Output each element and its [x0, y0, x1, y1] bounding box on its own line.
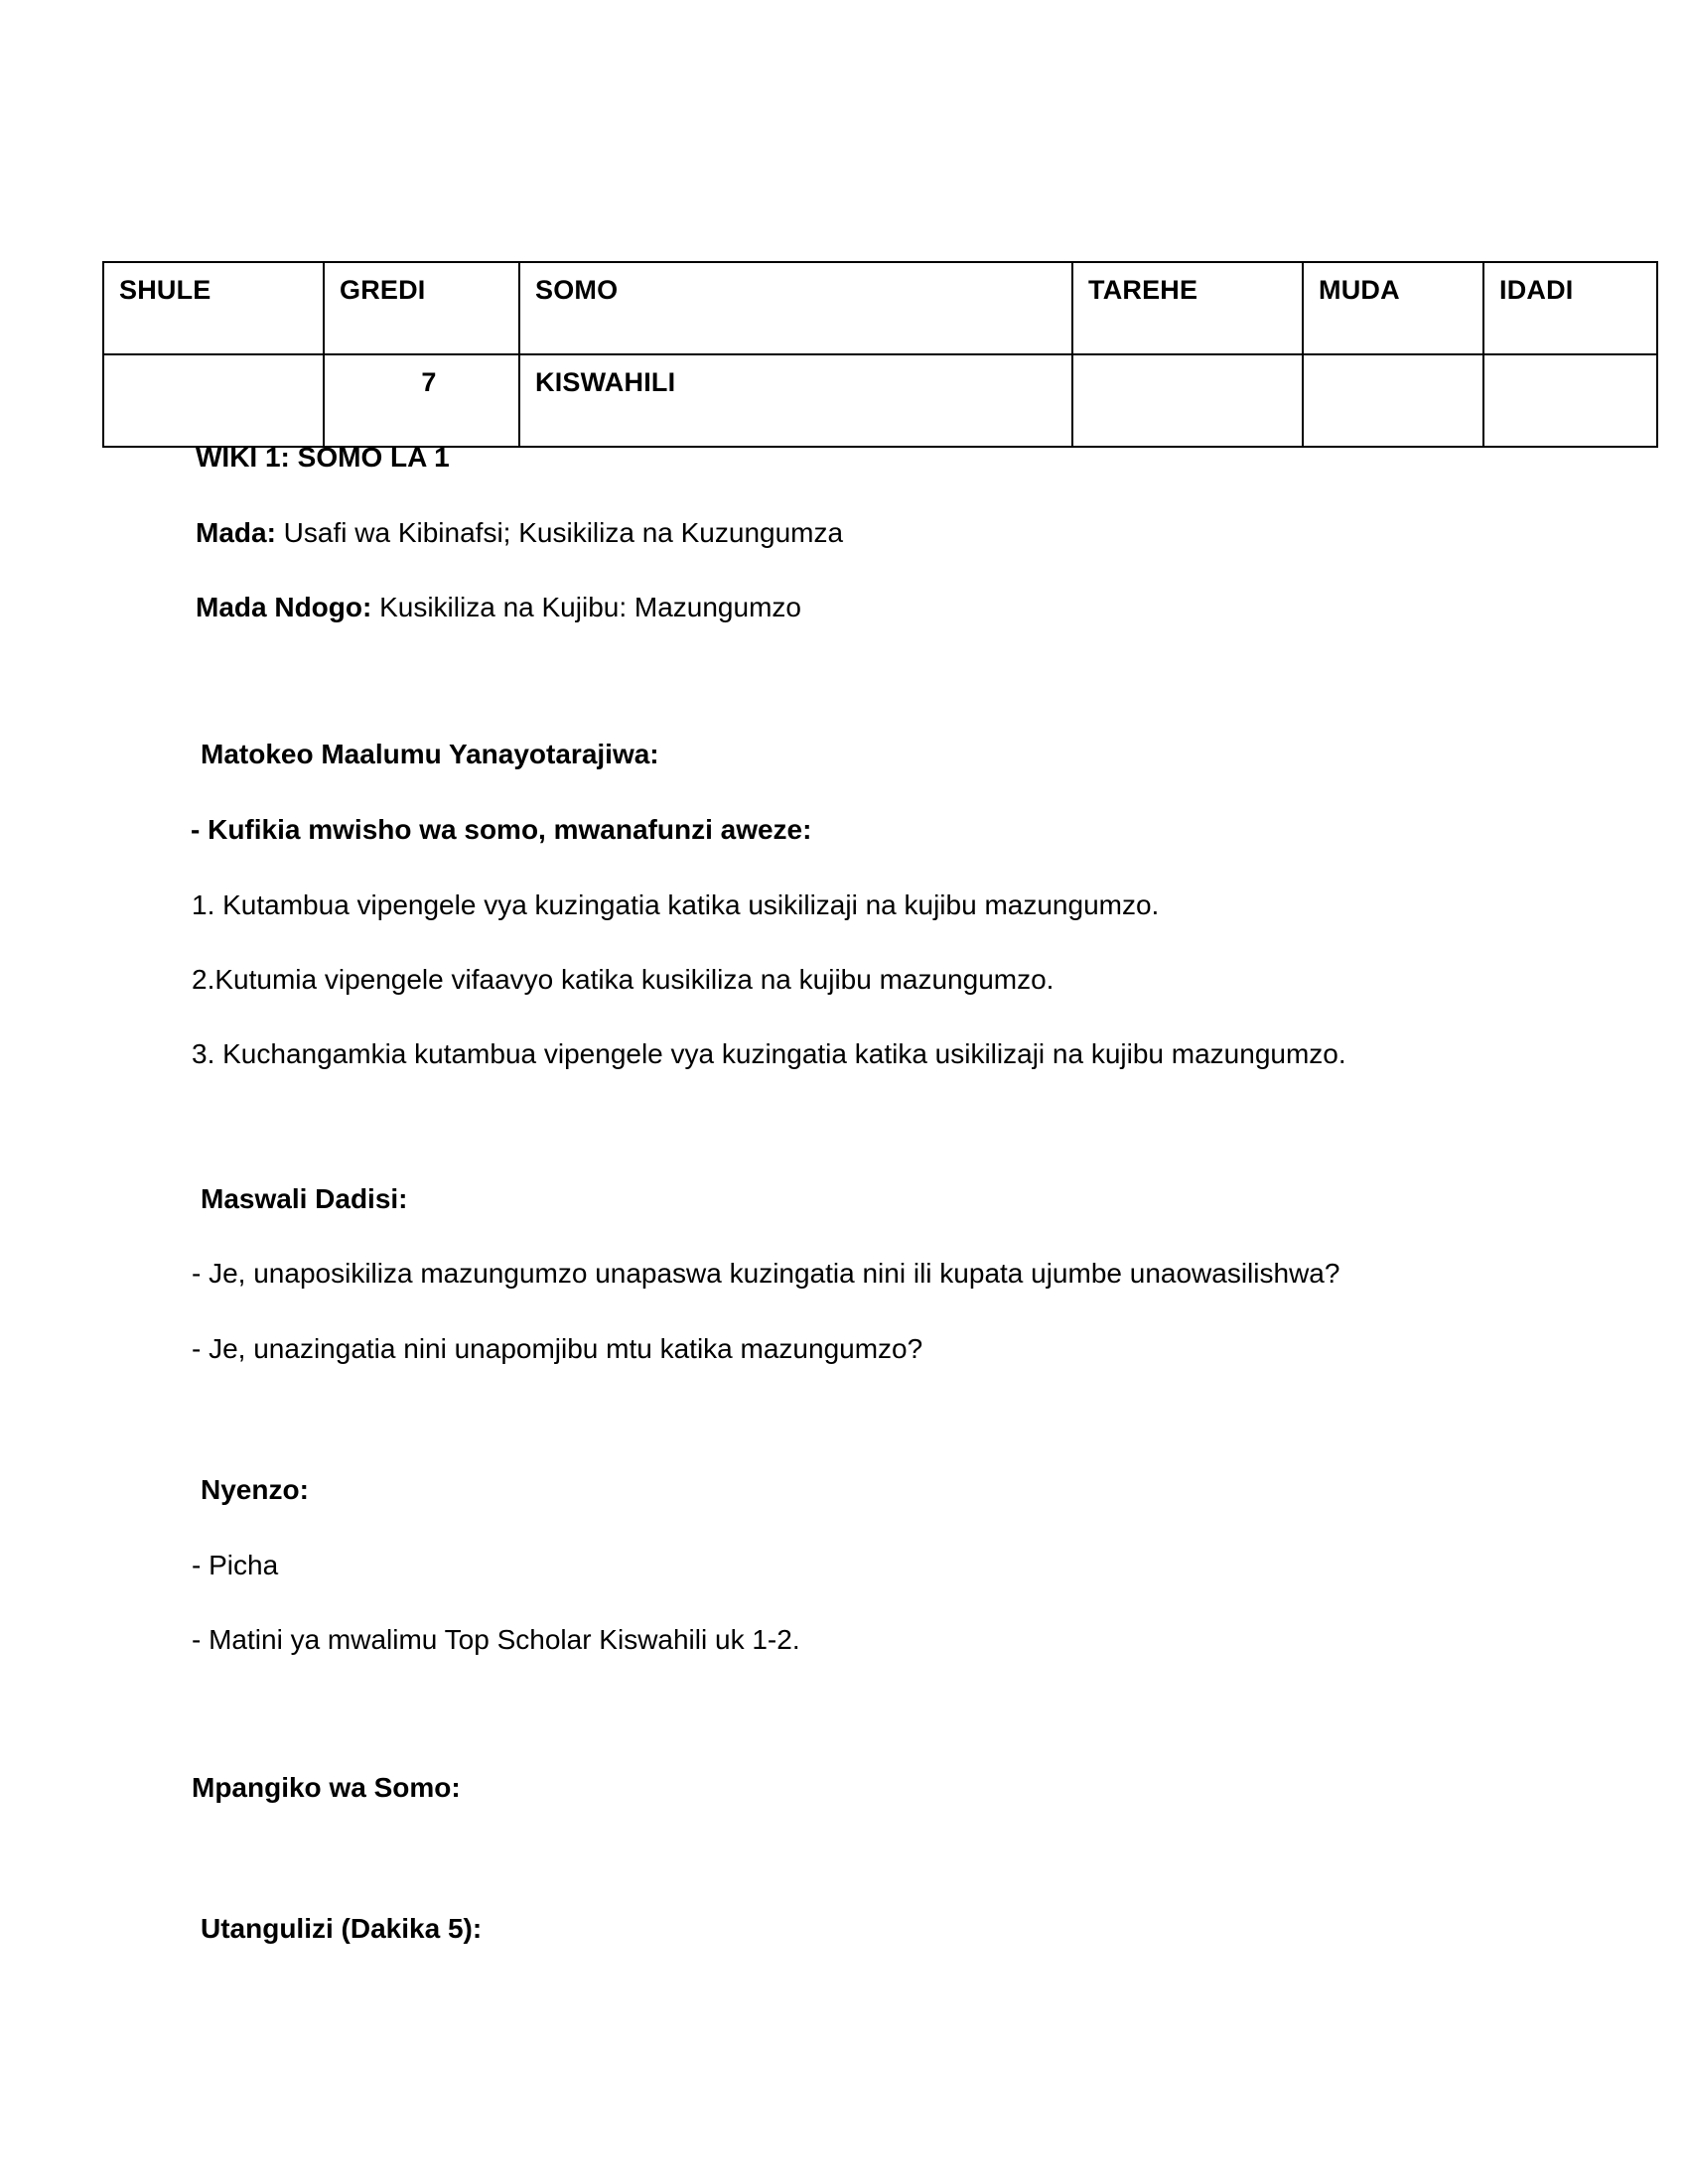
nyenzo-item-2: - Matini ya mwalimu Top Scholar Kiswahili uk 1-2.	[192, 1624, 800, 1655]
matokeo-intro: - Kufikia mwisho wa somo, mwanafunzi aweze:	[191, 814, 812, 845]
matokeo-item-1: 1. Kutambua vipengele vya kuzingatia katika usikilizaji na kujibu mazungumzo.	[192, 889, 1160, 920]
utangulizi-heading: Utangulizi (Dakika 5):	[201, 1913, 483, 1944]
table-cell-somo[interactable]: KISWAHILI	[519, 354, 1072, 447]
table-header-muda: MUDA	[1303, 262, 1483, 354]
matokeo-item-3: 3. Kuchangamkia kutambua vipengele vya kuzingatia katika usikilizaji na kujibu mazungumzo.	[192, 1038, 1346, 1069]
table-header-row	[103, 262, 1657, 354]
maswali-heading: Maswali Dadisi:	[201, 1183, 408, 1214]
table-header-shule: SHULE	[103, 262, 324, 354]
maswali-item-2: - Je, unazingatia nini unapomjibu mtu katika mazungumzo?	[192, 1333, 923, 1364]
mada-ndogo-value: Kusikiliza na Kujibu: Mazungumzo	[371, 592, 801, 622]
table-cell-muda[interactable]	[1303, 354, 1483, 447]
table-header-gredi: GREDI	[324, 262, 519, 354]
table-cell-gredi[interactable]: 7	[324, 354, 519, 447]
table-cell-tarehe[interactable]	[1072, 354, 1303, 447]
lesson-info-table	[102, 261, 1658, 448]
mada-ndogo-line	[196, 590, 801, 624]
mpangiko-heading: Mpangiko wa Somo:	[192, 1772, 461, 1803]
table-cell-shule[interactable]	[103, 354, 324, 447]
mada-value: Usafi wa Kibinafsi; Kusikiliza na Kuzungumza	[275, 517, 844, 548]
mada-label: Mada:	[196, 517, 276, 548]
table-row	[103, 354, 1657, 447]
lesson-info-table-wrapper	[102, 261, 1574, 448]
table-header-idadi: IDADI	[1483, 262, 1657, 354]
matokeo-item-2: 2.Kutumia vipengele vifaavyo katika kusikiliza na kujibu mazungumzo.	[192, 964, 1055, 995]
week-lesson-heading: WIKI 1: SOMO LA 1	[196, 442, 450, 473]
mada-line	[196, 515, 843, 550]
mada-ndogo-label: Mada Ndogo:	[196, 592, 372, 622]
table-header-tarehe: TAREHE	[1072, 262, 1303, 354]
table-cell-idadi[interactable]	[1483, 354, 1657, 447]
maswali-item-1: - Je, unaposikiliza mazungumzo unapaswa kuzingatia nini ili kupata ujumbe unaowasilishwa?	[192, 1258, 1340, 1289]
nyenzo-heading: Nyenzo:	[201, 1474, 309, 1505]
matokeo-heading: Matokeo Maalumu Yanayotarajiwa:	[201, 739, 659, 769]
table-header-somo: SOMO	[519, 262, 1072, 354]
nyenzo-item-1: - Picha	[192, 1550, 279, 1580]
